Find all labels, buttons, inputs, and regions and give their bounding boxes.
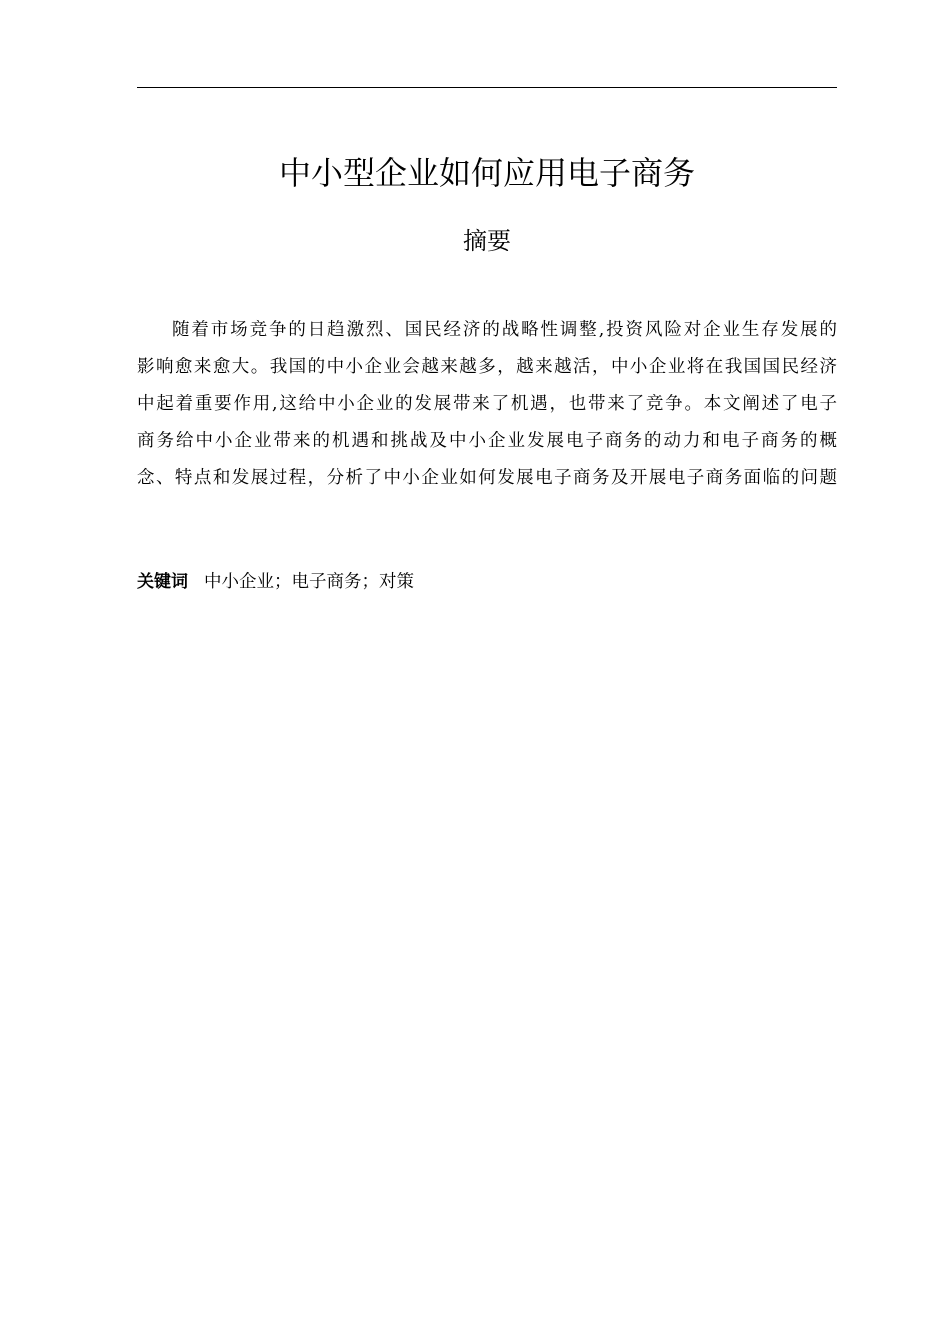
abstract-line: 影响愈来愈大。我国的中小企业会越来越多，越来越活，中小企业将在我国国民经济 <box>137 357 837 377</box>
abstract-heading: 摘要 <box>463 227 511 255</box>
document-title: 中小型企业如何应用电子商务 <box>278 154 695 192</box>
abstract-line: 随着市场竞争的日趋激烈、国民经济的战略性调整,投资风险对企业生存发展的 <box>172 320 837 340</box>
abstract-body <box>137 312 837 497</box>
keywords-line <box>137 566 837 598</box>
abstract-line: 商务给中小企业带来的机遇和挑战及中小企业发展电子商务的动力和电子商务的概 <box>137 431 837 451</box>
abstract-line: 中起着重要作用,这给中小企业的发展带来了机遇，也带来了竞争。本文阐述了电子 <box>137 394 837 414</box>
abstract-line: 念、特点和发展过程，分析了中小企业如何发展电子商务及开展电子商务面临的问题 <box>137 468 837 488</box>
keywords-value: 中小企业；电子商务；对策 <box>204 572 414 592</box>
keywords-label: 关键词 <box>137 572 188 592</box>
header-rule <box>137 87 837 88</box>
